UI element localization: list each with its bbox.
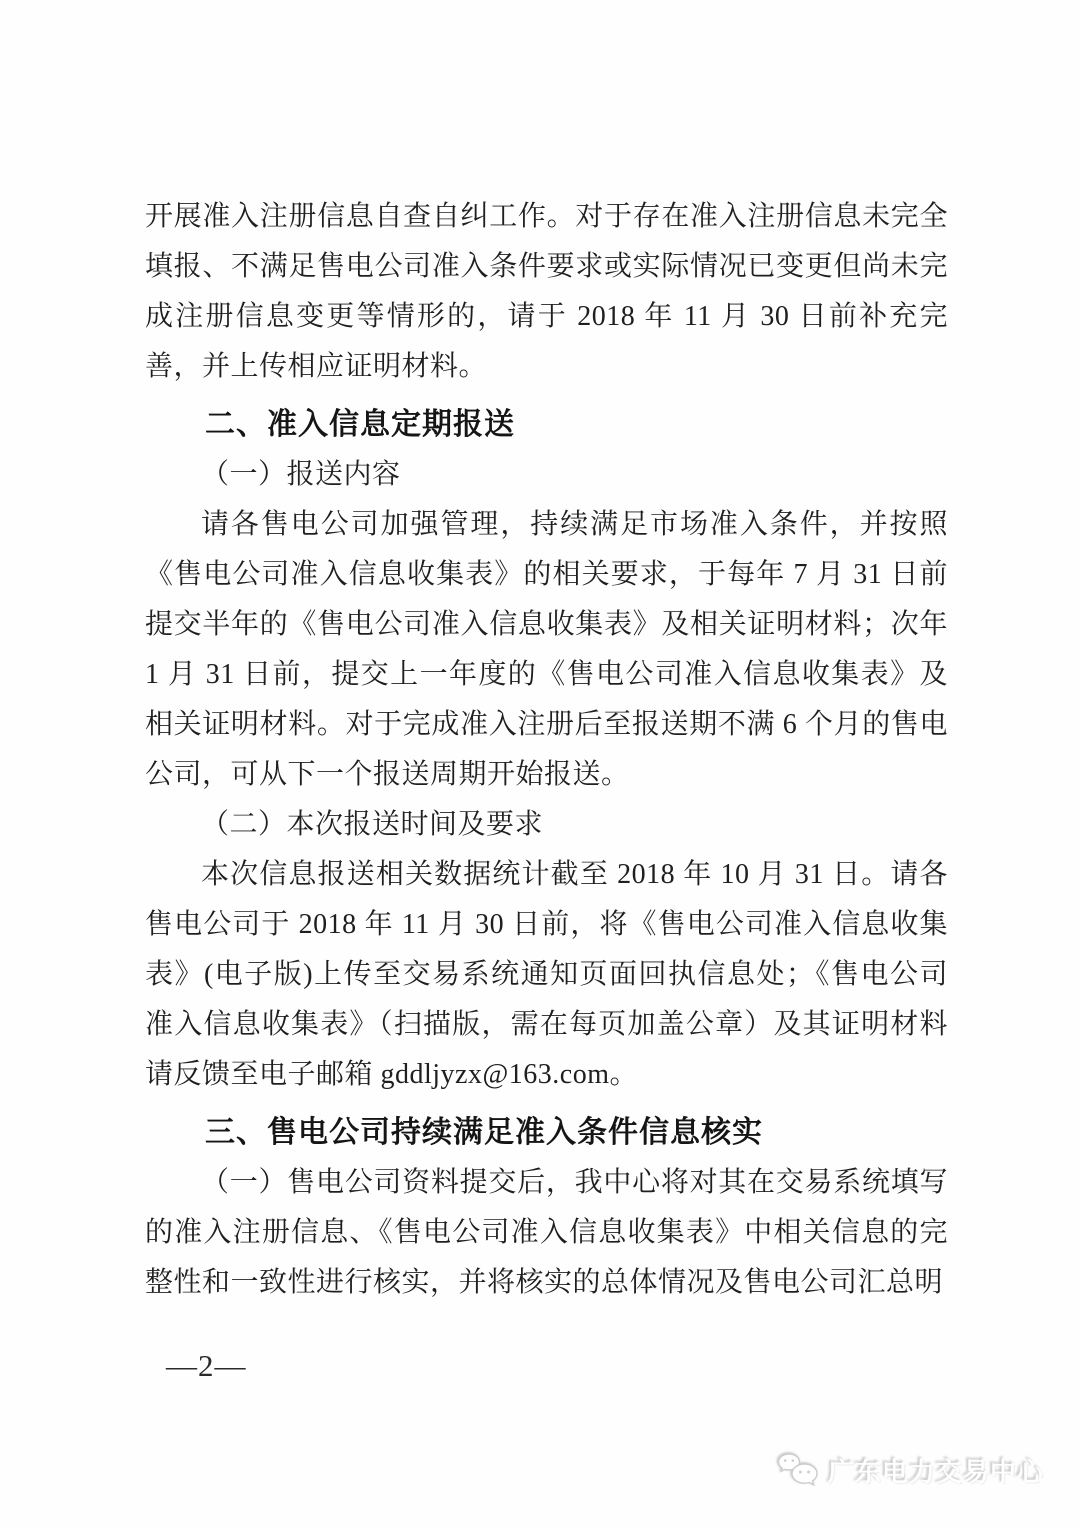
paragraph-verification: （一）售电公司资料提交后，我中心将对其在交易系统填写的准入注册信息、《售电公司准入信息收集表》中相关信息的完整性和一致性进行核实，并将核实的总体情况及售电公司汇总明 <box>145 1167 948 1298</box>
section-heading-2: 二、准入信息定期报送 <box>205 407 515 442</box>
document-body <box>145 192 948 1308</box>
page-number: —2— <box>166 1348 247 1383</box>
paragraph-continued-from-previous-page: 开展准入注册信息自查自纠工作。对于存在准入注册信息未完全填报、不满足售电公司准入条件要求或实际情况已变更但尚未完成注册信息变更等情形的，请于 2018 年 11 月 30 日前补充完善，并上传相应证明材料。 <box>145 201 948 382</box>
footer-watermark <box>775 1450 1044 1490</box>
subheading-2-2: （二）本次报送时间及要求 <box>201 809 544 840</box>
section-heading-3: 三、售电公司持续满足准入条件信息核实 <box>205 1115 763 1150</box>
wechat-icon <box>775 1450 821 1490</box>
footer-brand-text: 广东电力交易中心 <box>827 1457 1044 1488</box>
paragraph-submission-time-requirements: 本次信息报送相关数据统计截至 2018 年 10 月 31 日。请各售电公司于 2018 年 11 月 30 日前，将《售电公司准入信息收集表》(电子版)上传至交易系统通知页面回执信息处；《售电公司准入信息收集表》（扫描版，需在每页加盖公章）及其证明材料请反馈至电子邮箱 gddljyzx@163.com。 <box>145 859 948 1090</box>
subheading-2-1: （一）报送内容 <box>201 459 401 490</box>
paragraph-reporting-content: 请各售电公司加强管理，持续满足市场准入条件，并按照《售电公司准入信息收集表》的相关要求，于每年 7 月 31 日前提交半年的《售电公司准入信息收集表》及相关证明材料；次年 1 月 31 日前，提交上一年度的《售电公司准入信息收集表》及相关证明材料。对于完成准入注册后至报送期不满 6 个月的售电公司，可从下一个报送周期开始报送。 <box>145 509 948 790</box>
